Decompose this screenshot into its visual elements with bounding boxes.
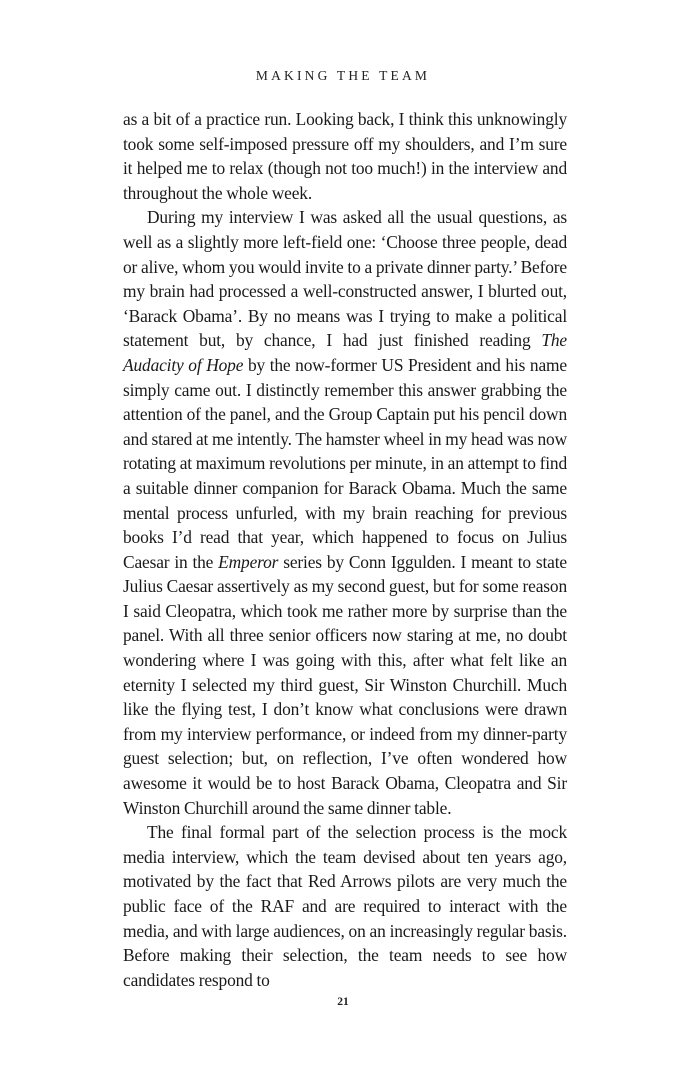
paragraph-1: as a bit of a practice run. Looking back, I think this unknowingly took some self-imposed pressure off my shoulders, and I’m sure it helped me to relax (though not too much!) in the interview and throughout the whole week. (123, 109, 567, 203)
body-text (123, 107, 567, 992)
paragraph-2-part-3: series by Conn Iggulden. I meant to state Julius Caesar assertively as my second guest, but for some reason I said Cleopatra, which took me rather more by surprise than the panel. With all three senior officers now staring at me, no doubt wondering where I was going with this, after what felt like an eternity I selected my third guest, Sir Winston Churchill. Much like the flying test, I don’t know what conclusions were drawn from my interview performance, or indeed from my dinner-party guest selection; but, on reflection, I’ve often wondered how awesome it would be to host Barack Obama, Cleopatra and Sir Winston Churchill around the same dinner table. (123, 551, 567, 818)
paragraph-3: The final formal part of the selection process is the mock media interview, which the team devised about ten years ago, motivated by the fact that Red Arrows pilots are very much the public face of the RAF and are required to interact with the media, and with large audiences, on an increasingly regular basis. Before making their selection, the team needs to see how candidates respond to (123, 822, 567, 990)
page-number: 21 (337, 996, 349, 1008)
paragraph-2 (123, 205, 567, 820)
paragraph-2-part-2: by the now-former US President and his name simply came out. I distinctly remember this answer grabbing the attention of the panel, and the Group Captain put his pencil down and stared at me intently. The hamster wheel in my head was now rotating at maximum revolutions per minute, in an attempt to find a suitable dinner companion for Barack Obama. Much the same mental process unfurled, with my brain reaching for previous books I’d read that year, which happened to focus on Julius Caesar in the (123, 354, 567, 572)
running-head: MAKING THE TEAM (255, 68, 431, 83)
paragraph-2-part-1: During my interview I was asked all the usual questions, as well as a slightly more left-field one: ‘Choose three people, dead or alive, whom you would invite to a private dinner party.’ Before my brain had processed a well-constructed answer, I blurted out, ‘Barack Obama’. By no means was I trying to make a political statement but, by chance, I had just finished reading (123, 207, 567, 351)
book-title-emperor: Emperor (218, 551, 279, 572)
book-title-audacity-of-hope: The Audacity of Hope (123, 330, 567, 375)
